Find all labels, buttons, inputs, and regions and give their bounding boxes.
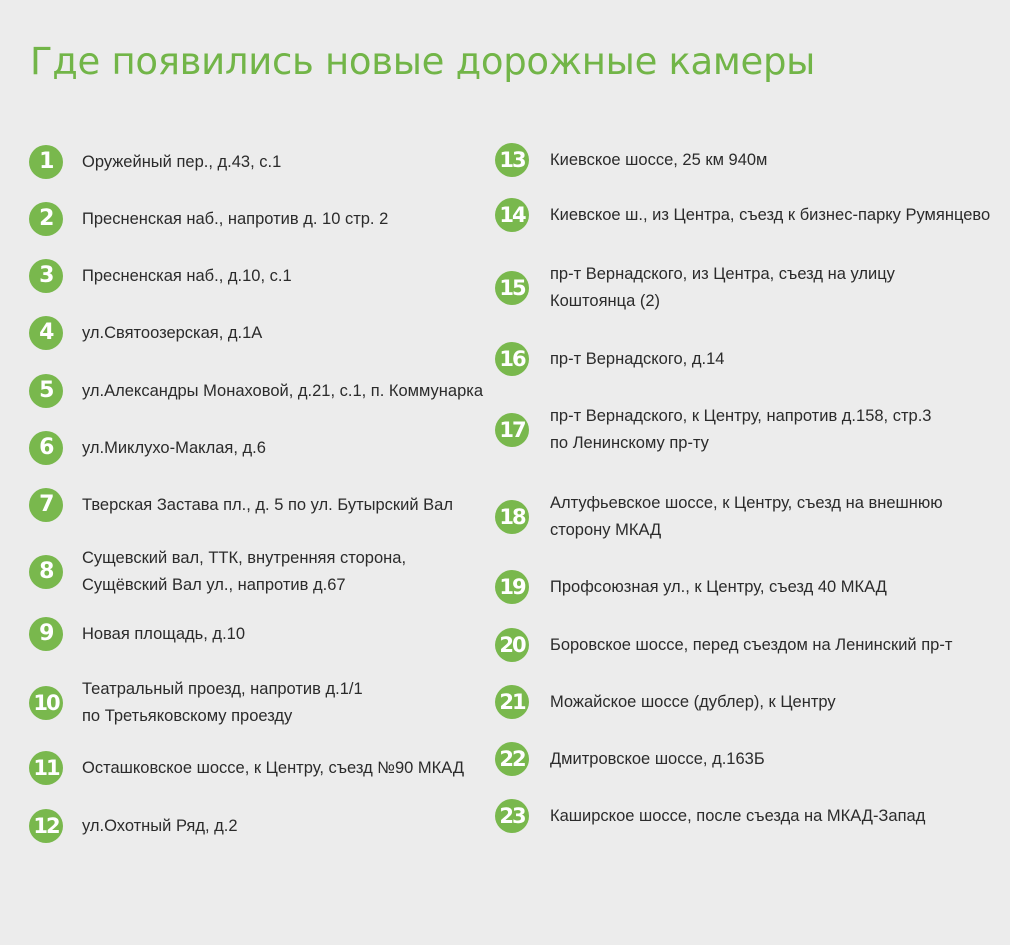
address-line: Пресненская наб., д.10, с.1 xyxy=(82,266,292,285)
number-badge: 12 xyxy=(29,809,63,843)
location-address xyxy=(550,403,931,457)
location-address xyxy=(82,206,388,233)
number-badge: 2 xyxy=(29,202,63,236)
address-line: пр-т Вернадского, д.14 xyxy=(550,349,725,368)
address-line: Каширское шоссе, после съезда на МКАД-Запад xyxy=(550,806,926,825)
address-line: Осташковское шоссе, к Центру, съезд №90 МКАД xyxy=(82,758,465,777)
address-line: Новая площадь, д.10 xyxy=(82,624,246,643)
address-line: Киевское ш., из Центра, съезд к бизнес-парку Румянцево xyxy=(550,205,991,224)
number-badge: 7 xyxy=(29,488,63,522)
address-line: Боровское шоссе, перед съездом на Ленинский пр-т xyxy=(550,635,953,654)
number-badge: 6 xyxy=(29,431,63,465)
address-line: Сущевский вал, ТТК, внутренняя сторона, xyxy=(82,549,407,567)
location-address xyxy=(550,147,767,174)
address-line: Сущёвский Вал ул., напротив д.67 xyxy=(82,576,346,594)
number-badge: 5 xyxy=(29,374,63,408)
number-badge: 17 xyxy=(495,413,529,447)
number-badge: 22 xyxy=(495,742,529,776)
number-badge: 23 xyxy=(495,799,529,833)
number-badge: 20 xyxy=(495,628,529,662)
address-line: по Ленинскому пр-ту xyxy=(550,434,709,452)
address-line: Театральный проезд, напротив д.1/1 xyxy=(82,680,363,698)
location-address xyxy=(82,755,464,782)
address-line: по Третьяковскому проезду xyxy=(82,707,293,725)
number-badge: 10 xyxy=(29,686,63,720)
number-badge: 4 xyxy=(29,316,63,350)
location-address xyxy=(82,378,483,405)
address-line: сторону МКАД xyxy=(550,521,662,539)
location-address xyxy=(550,202,990,229)
location-address xyxy=(550,746,765,773)
location-address xyxy=(550,490,943,544)
location-address xyxy=(550,632,952,659)
number-badge: 3 xyxy=(29,259,63,293)
number-badge: 8 xyxy=(29,555,63,589)
location-address xyxy=(82,813,238,840)
address-line: ул.Охотный Ряд, д.2 xyxy=(82,816,238,835)
address-line: Алтуфьевское шоссе, к Центру, съезд на внешнюю xyxy=(550,494,943,512)
number-badge: 15 xyxy=(495,271,529,305)
address-line: ул.Святоозерская, д.1А xyxy=(82,323,263,342)
location-address xyxy=(550,261,895,315)
location-address xyxy=(550,346,724,373)
location-address xyxy=(82,149,281,176)
number-badge: 18 xyxy=(495,500,529,534)
number-badge: 1 xyxy=(29,145,63,179)
address-line: пр-т Вернадского, к Центру, напротив д.158, стр.3 xyxy=(550,407,932,425)
address-line: Дмитровское шоссе, д.163Б xyxy=(550,749,765,768)
address-line: Тверская Застава пл., д. 5 по ул. Бутырский Вал xyxy=(82,495,453,514)
number-badge: 21 xyxy=(495,685,529,719)
location-address xyxy=(82,545,406,599)
location-address xyxy=(82,492,453,519)
number-badge: 14 xyxy=(495,198,529,232)
location-address xyxy=(550,574,887,601)
address-line: пр-т Вернадского, из Центра, съезд на улицу xyxy=(550,265,895,283)
address-line: Можайское шоссе (дублер), к Центру xyxy=(550,692,836,711)
location-address xyxy=(82,435,266,462)
number-badge: 13 xyxy=(495,143,529,177)
address-line: ул.Миклухо-Маклая, д.6 xyxy=(82,438,266,457)
location-address xyxy=(550,689,836,716)
location-address xyxy=(550,803,925,830)
page-title: Где появились новые дорожные камеры xyxy=(30,40,816,83)
location-address xyxy=(82,263,292,290)
address-line: Киевское шоссе, 25 км 940м xyxy=(550,150,768,169)
number-badge: 16 xyxy=(495,342,529,376)
address-line: Пресненская наб., напротив д. 10 стр. 2 xyxy=(82,209,389,228)
number-badge: 19 xyxy=(495,570,529,604)
address-line: ул.Александры Монаховой, д.21, с.1, п. Коммунарка xyxy=(82,381,484,400)
address-line: Профсоюзная ул., к Центру, съезд 40 МКАД xyxy=(550,577,887,596)
number-badge: 11 xyxy=(29,751,63,785)
number-badge: 9 xyxy=(29,617,63,651)
location-address xyxy=(82,621,245,648)
location-address xyxy=(82,676,363,730)
location-address xyxy=(82,320,262,347)
address-line: Коштоянца (2) xyxy=(550,292,660,310)
address-line: Оружейный пер., д.43, с.1 xyxy=(82,152,282,171)
